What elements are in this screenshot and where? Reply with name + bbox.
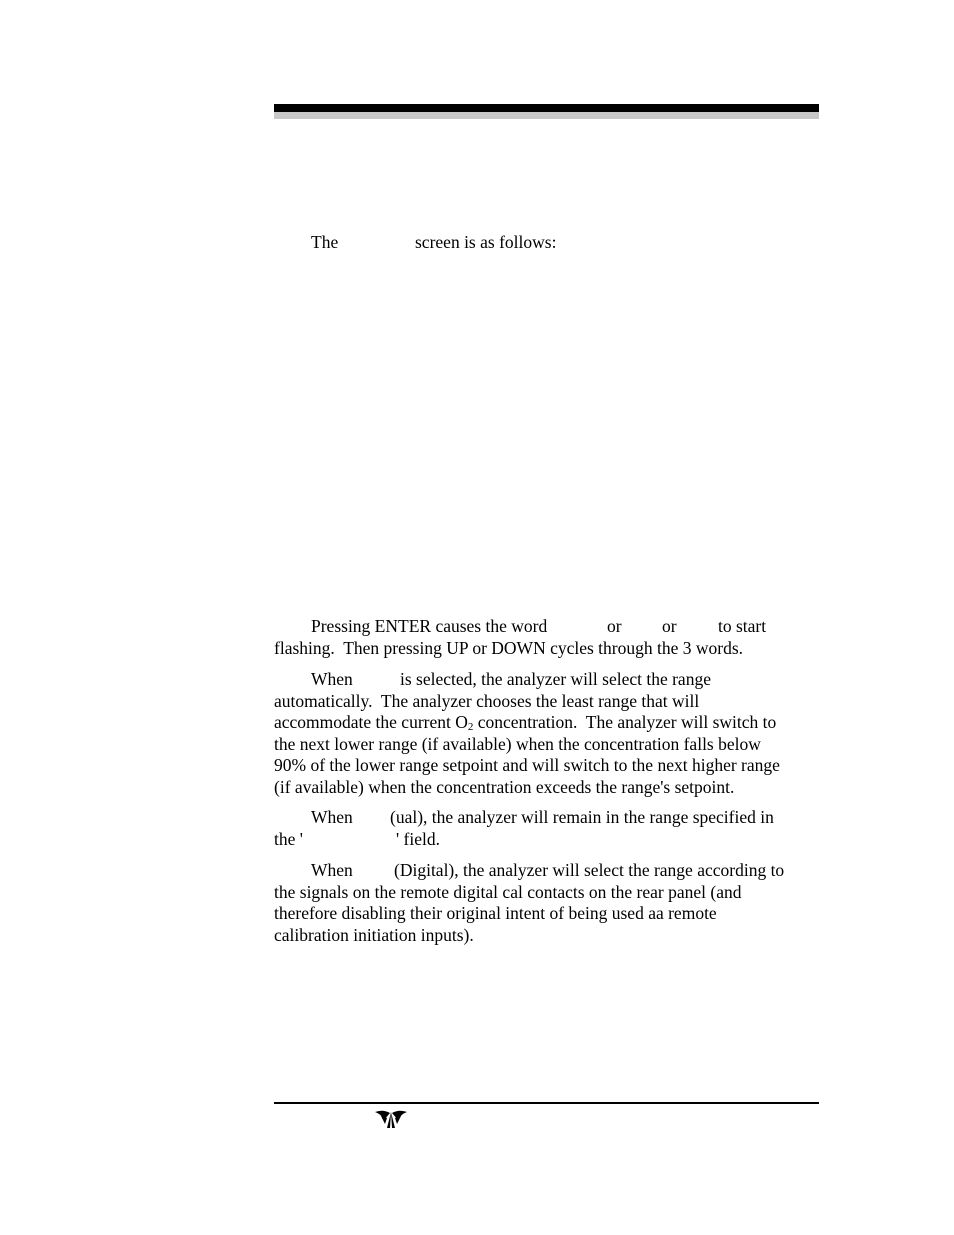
p2-line-4: the next lower range (if available) when the concentration falls below: [274, 734, 761, 754]
o2-subscript: 2: [467, 721, 474, 733]
p3-line-2-a: the ': [274, 829, 303, 849]
p2-line-3-a: accommodate the current O: [274, 712, 468, 732]
p1-text-b: to start: [718, 616, 767, 636]
header-rule-black: [274, 104, 819, 112]
p4-line-3: therefore disabling their original intent of being used aa remote: [274, 903, 717, 923]
p2-line-3: [274, 712, 776, 734]
p1-text-a: Pressing ENTER causes the word: [311, 616, 548, 636]
intro-text-b: screen is as follows:: [415, 232, 557, 252]
p3-text-a: When: [311, 807, 353, 827]
p2-line-3-b: concentration. The analyzer will switch to: [473, 712, 777, 732]
p3-text-b: (ual), the analyzer will remain in the range specified in: [390, 807, 774, 827]
p1-or-2: or: [662, 616, 677, 636]
header-rule-gray: [274, 112, 819, 119]
p2-text-b: is selected, the analyzer will select the range: [400, 669, 711, 689]
p4-text-a: When: [311, 860, 353, 880]
p4-line-4: calibration initiation inputs).: [274, 925, 474, 945]
p3-line-2-b: ' field.: [396, 829, 440, 849]
p4-text-b: (Digital), the analyzer will select the range according to: [394, 860, 785, 880]
p4-line-2: the signals on the remote digital cal contacts on the rear panel (and: [274, 882, 742, 902]
p1-line-2: flashing. Then pressing UP or DOWN cycles through the 3 words.: [274, 638, 744, 658]
company-logo-icon: [373, 1106, 409, 1130]
p2-text-a: When: [311, 669, 353, 689]
p2-line-6: (if available) when the concentration exceeds the range's setpoint.: [274, 777, 735, 797]
footer-rule: [274, 1102, 819, 1104]
p2-line-5: 90% of the lower range setpoint and will switch to the next higher range: [274, 755, 780, 775]
p1-or-1: or: [607, 616, 622, 636]
p2-line-2: automatically. The analyzer chooses the least range that will: [274, 691, 700, 711]
intro-text-a: The: [311, 232, 339, 252]
